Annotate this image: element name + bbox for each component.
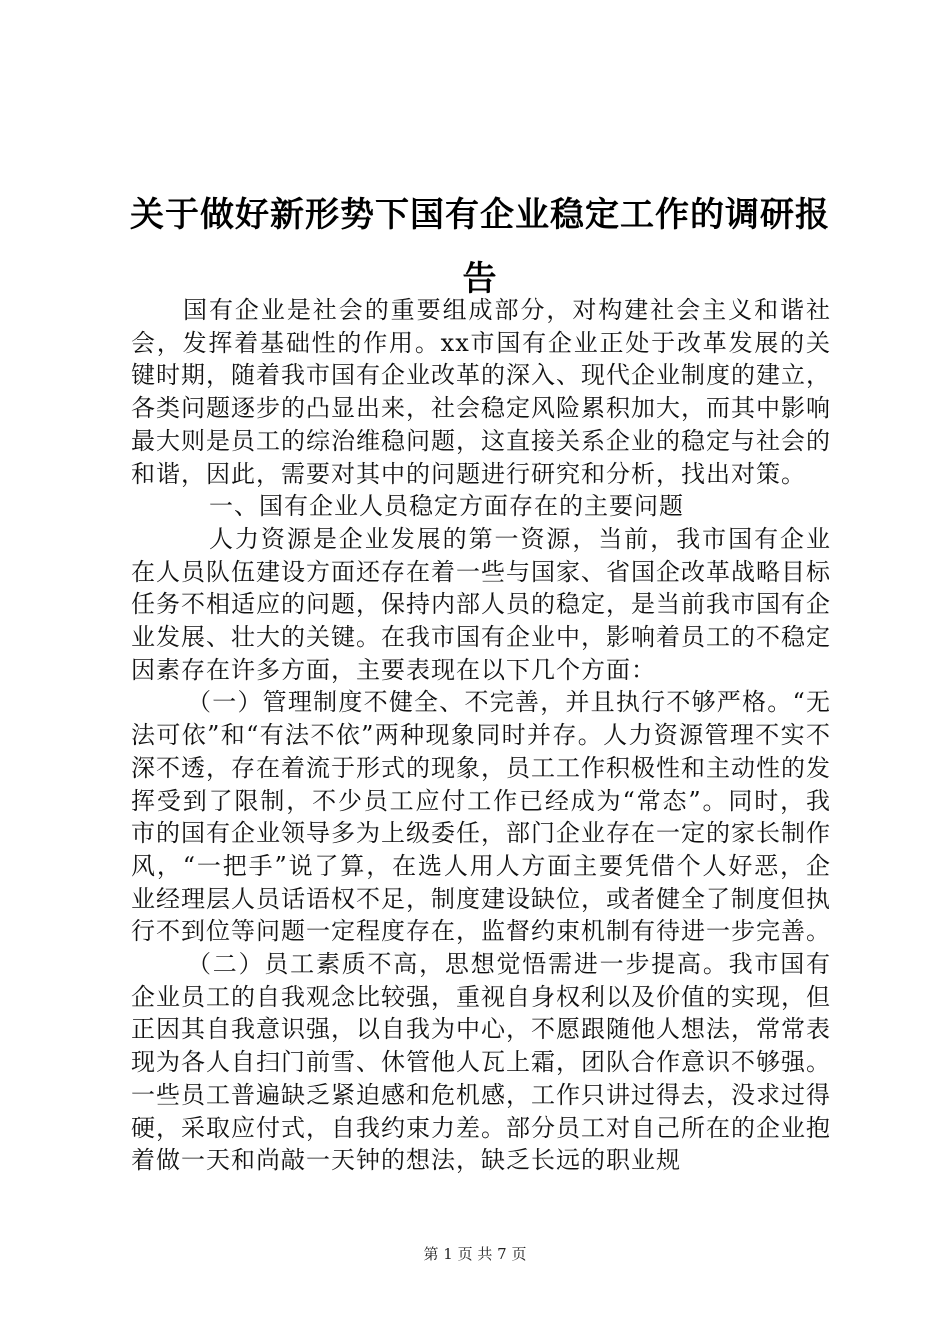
intro-paragraph: 国有企业是社会的重要组成部分，对构建社会主义和谐社会，发挥着基础性的作用。xx市国有企业正处于改革发展的关键时期，随着我市国有企业改革的深入、现代企业制度的建立，各类问题逐步的凸显出来，社会稳定风险累积加大，而其中影响最大则是员工的综治维稳问题，这直接关系企业的稳定与社会的和谐，因此，需要对其中的问题进行研究和分析，找出对策。	[131, 296, 831, 488]
section-1-paragraph: 人力资源是企业发展的第一资源，当前，我市国有企业在人员队伍建设方面还存在着一些与国家、省国企改革战略目标任务不相适应的问题，保持内部人员的稳定，是当前我市国有企业发展、壮大的关键。在我市国有企业中，影响着员工的不稳定因素存在许多方面，主要表现在以下几个方面：	[131, 524, 831, 684]
subsection-2-paragraph: （二）员工素质不高，思想觉悟需进一步提高。我市国有企业员工的自我观念比较强，重视自身权利以及价值的实现，但正因其自我意识强，以自我为中心，不愿跟随他人想法，常常表现为各人自扫门前雪、休管他人瓦上霜，团队合作意识不够强。一些员工普遍缺乏紧迫感和危机感，工作只讲过得去，没求过得硬，采取应付式，自我约束力差。部分员工对自己所在的企业抱着做一天和尚敲一天钟的想法，缺乏长远的职业规	[131, 950, 831, 1175]
document-body	[131, 294, 831, 1177]
document-title: 关于做好新形势下国有企业稳定工作的调研报告	[130, 194, 830, 299]
page-number-footer: 第 1 页 共 7 页	[423, 1245, 527, 1263]
subsection-1-paragraph: （一）管理制度不健全、不完善，并且执行不够严格。“无法可依”和“有法不依”两种现象同时并存。人力资源管理不实不深不透，存在着流于形式的现象，员工工作积极性和主动性的发挥受到了限制，不少员工应付工作已经成为“常态”。同时，我市的国有企业领导多为上级委任，部门企业存在一定的家长制作风，“一把手”说了算，在选人用人方面主要凭借个人好恶，企业经理层人员话语权不足，制度建设缺位，或者健全了制度但执行不到位等问题一定程度存在，监督约束机制有待进一步完善。	[131, 688, 831, 946]
section-heading-1: 一、国有企业人员稳定方面存在的主要问题	[209, 492, 684, 521]
